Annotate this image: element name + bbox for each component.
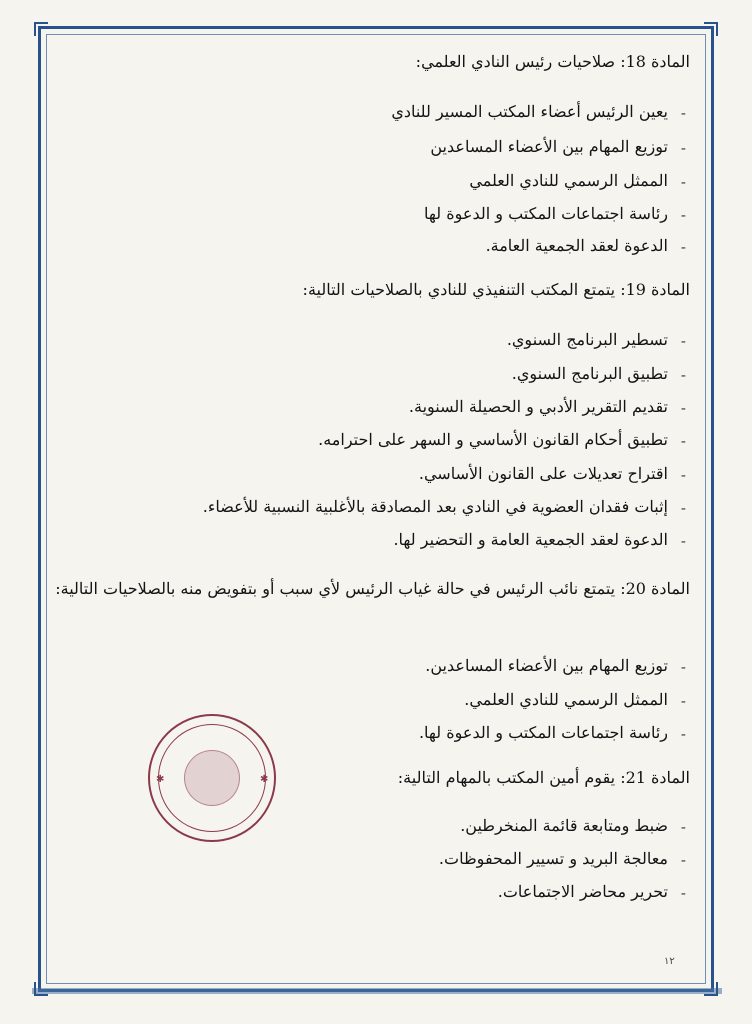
list-dash: - [680, 692, 686, 710]
list-dash: - [680, 499, 686, 517]
article-20-heading: المادة 20: يتمتع نائب الرئيس في حالة غياب الرئيس لأي سبب أو بتفويض منه بالصلاحيات التالية: [55, 579, 690, 598]
corner-ornament [34, 982, 48, 996]
article-18-item: رئاسة اجتماعات المكتب و الدعوة لها [424, 204, 668, 223]
list-dash: - [680, 658, 686, 676]
corner-ornament [34, 22, 48, 36]
page-number: ١٢ [664, 956, 675, 967]
list-dash: - [680, 466, 686, 484]
article-19-item: إثبات فقدان العضوية في النادي بعد المصادقة بالأغلبية النسبية للأعضاء. [202, 497, 668, 516]
official-stamp [148, 714, 276, 842]
article-19-item: الدعوة لعقد الجمعية العامة و التحضير لها. [393, 530, 668, 549]
list-dash: - [680, 532, 686, 550]
list-dash: - [680, 725, 686, 743]
article-18-item: الممثل الرسمي للنادي العلمي [469, 171, 668, 190]
list-dash: - [680, 851, 686, 869]
article-20-item: رئاسة اجتماعات المكتب و الدعوة لها. [418, 723, 668, 742]
article-19-item: اقتراح تعديلات على القانون الأساسي. [418, 464, 668, 483]
article-21-item: معالجة البريد و تسيير المحفوظات. [438, 849, 668, 868]
article-20-item: الممثل الرسمي للنادي العلمي. [464, 690, 668, 709]
list-dash: - [680, 139, 686, 157]
article-19-item: تطبيق أحكام القانون الأساسي و السهر على احترامه. [318, 430, 668, 449]
article-18-item: الدعوة لعقد الجمعية العامة. [485, 236, 668, 255]
list-dash: - [680, 818, 686, 836]
border-shadow [32, 988, 722, 994]
stamp-emblem [184, 750, 240, 806]
list-dash: - [680, 206, 686, 224]
article-21-item: تحرير محاضر الاجتماعات. [497, 882, 668, 901]
list-dash: - [680, 173, 686, 191]
article-19-heading: المادة 19: يتمتع المكتب التنفيذي للنادي بالصلاحيات التالية: [302, 280, 690, 299]
list-dash: - [680, 332, 686, 350]
article-21-item: ضبط ومتابعة قائمة المنخرطين. [460, 816, 668, 835]
article-21-heading: المادة 21: يقوم أمين المكتب بالمهام التالية: [397, 768, 690, 787]
article-19-item: تسطير البرنامج السنوي. [506, 330, 668, 349]
article-19-item: تطبيق البرنامج السنوي. [511, 364, 668, 383]
corner-ornament [704, 22, 718, 36]
stamp-star-icon: ✱ [260, 774, 269, 785]
list-dash: - [680, 432, 686, 450]
corner-ornament [704, 982, 718, 996]
article-18-heading: المادة 18: صلاحيات رئيس النادي العلمي: [415, 52, 690, 71]
article-20-item: توزيع المهام بين الأعضاء المساعدين. [425, 656, 668, 675]
article-18-item: توزيع المهام بين الأعضاء المساعدين [430, 137, 668, 156]
stamp-star-icon: ✱ [156, 774, 165, 785]
list-dash: - [680, 884, 686, 902]
list-dash: - [680, 366, 686, 384]
list-dash: - [680, 104, 686, 122]
list-dash: - [680, 238, 686, 256]
article-18-item: يعين الرئيس أعضاء المكتب المسير للنادي [391, 102, 668, 121]
list-dash: - [680, 399, 686, 417]
article-19-item: تقديم التقرير الأدبي و الحصيلة السنوية. [408, 397, 668, 416]
